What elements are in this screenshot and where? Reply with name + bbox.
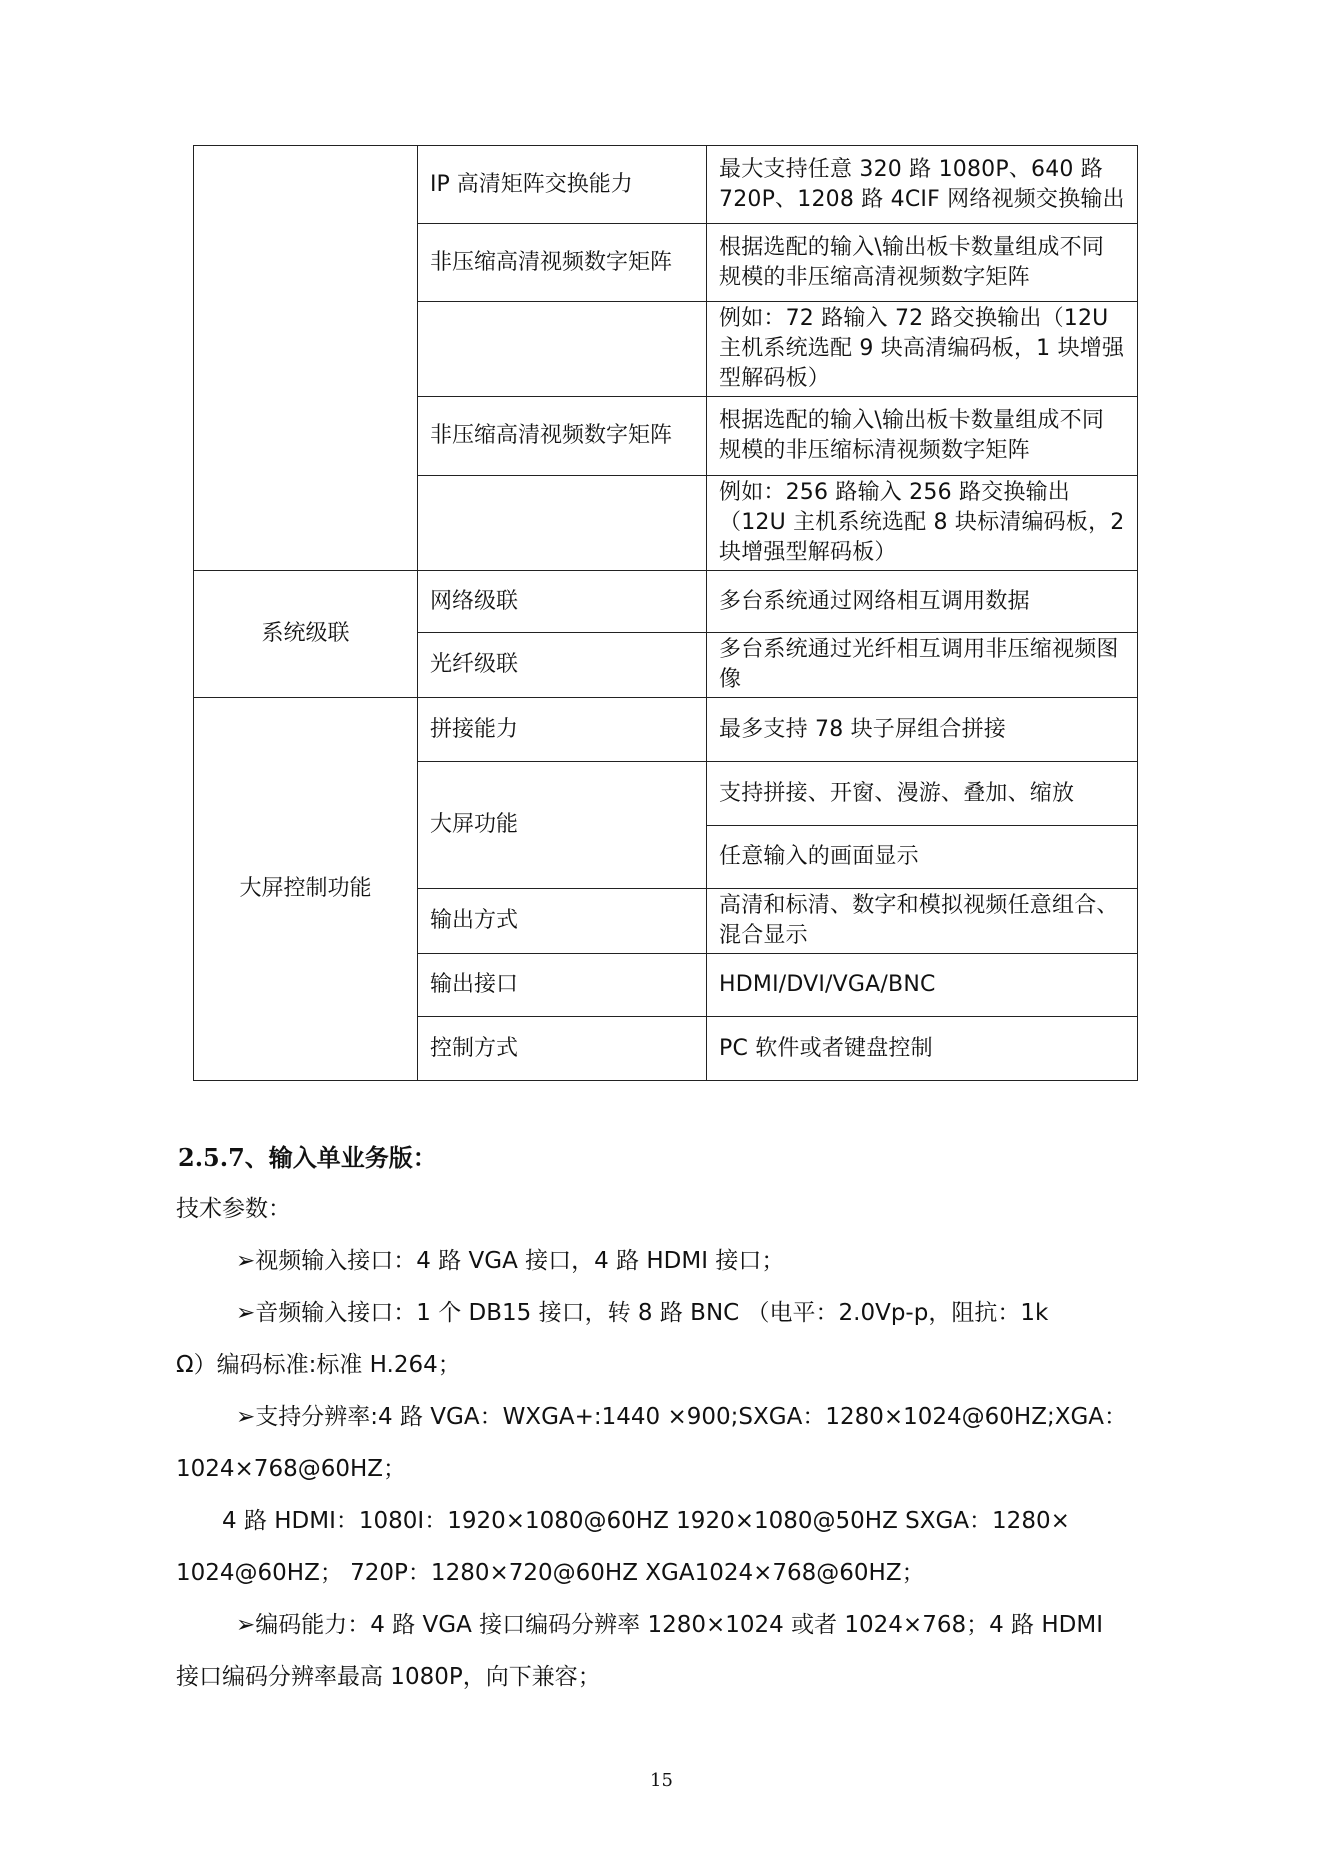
- body-line: ➢支持分辨率:4 路 VGA：WXGA+:1440 ×900;SXGA：1280×1024@60HZ;XGA：: [236, 1404, 1128, 1430]
- value-cell: 根据选配的输入\输出板卡数量组成不同规模的非压缩高清视频数字矩阵: [707, 224, 1138, 302]
- value-cell: 高清和标清、数字和模拟视频任意组合、混合显示: [707, 889, 1138, 954]
- value-cell: HDMI/DVI/VGA/BNC: [707, 954, 1138, 1017]
- param-cell: 非压缩高清视频数字矩阵: [418, 397, 707, 476]
- body-line: ➢视频输入接口：4 路 VGA 接口，4 路 HDMI 接口；: [236, 1248, 785, 1274]
- param-cell: [418, 476, 707, 571]
- param-cell: 输出接口: [418, 954, 707, 1017]
- param-cell: 控制方式: [418, 1017, 707, 1081]
- section-heading: 2.5.7、输入单业务版：: [178, 1143, 437, 1172]
- body-line: 1024×768@60HZ；: [176, 1456, 407, 1482]
- category-cell: 大屏控制功能: [194, 698, 418, 1081]
- table-row: [194, 146, 1138, 224]
- spec-table: [193, 145, 1138, 1081]
- param-cell: 输出方式: [418, 889, 707, 954]
- body-line: ➢音频输入接口：1 个 DB15 接口，转 8 路 BNC （电平：2.0Vp-p，阻抗：1k: [236, 1300, 1049, 1326]
- value-cell: 多台系统通过网络相互调用数据: [707, 571, 1138, 633]
- body-line: Ω）编码标准:标准 H.264；: [176, 1352, 461, 1378]
- value-cell: PC 软件或者键盘控制: [707, 1017, 1138, 1081]
- param-cell: 网络级联: [418, 571, 707, 633]
- body-line: 技术参数：: [176, 1196, 291, 1222]
- value-cell: 根据选配的输入\输出板卡数量组成不同规模的非压缩标清视频数字矩阵: [707, 397, 1138, 476]
- body-line: 4 路 HDMI：1080I：1920×1080@60HZ 1920×1080@50HZ SXGA：1280×: [222, 1508, 1070, 1534]
- value-cell: 最多支持 78 块子屏组合拼接: [707, 698, 1138, 762]
- param-cell: 大屏功能: [418, 762, 707, 889]
- body-line: ➢编码能力：4 路 VGA 接口编码分辨率 1280×1024 或者 1024×768；4 路 HDMI: [236, 1612, 1103, 1638]
- value-cell: 多台系统通过光纤相互调用非压缩视频图像: [707, 633, 1138, 698]
- body-line: 接口编码分辨率最高 1080P，向下兼容；: [176, 1664, 601, 1690]
- body-line: 1024@60HZ； 720P：1280×720@60HZ XGA1024×768@60HZ；: [176, 1560, 925, 1586]
- param-cell: [418, 302, 707, 397]
- value-cell: 最大支持任意 320 路 1080P、640 路 720P、1208 路 4CIF 网络视频交换输出: [707, 146, 1138, 224]
- value-cell: 支持拼接、开窗、漫游、叠加、缩放: [707, 762, 1138, 826]
- table-row: [194, 698, 1138, 762]
- value-cell: 例如：72 路输入 72 路交换输出（12U 主机系统选配 9 块高清编码板，1 块增强型解码板）: [707, 302, 1138, 397]
- param-cell: 非压缩高清视频数字矩阵: [418, 224, 707, 302]
- page-number: 15: [650, 1770, 673, 1791]
- param-cell: IP 高清矩阵交换能力: [418, 146, 707, 224]
- value-cell: 任意输入的画面显示: [707, 826, 1138, 889]
- param-cell: 光纤级联: [418, 633, 707, 698]
- param-cell: 拼接能力: [418, 698, 707, 762]
- category-cell: [194, 146, 418, 571]
- table-row: [194, 571, 1138, 633]
- value-cell: 例如：256 路输入 256 路交换输出（12U 主机系统选配 8 块标清编码板，2 块增强型解码板）: [707, 476, 1138, 571]
- category-cell: 系统级联: [194, 571, 418, 698]
